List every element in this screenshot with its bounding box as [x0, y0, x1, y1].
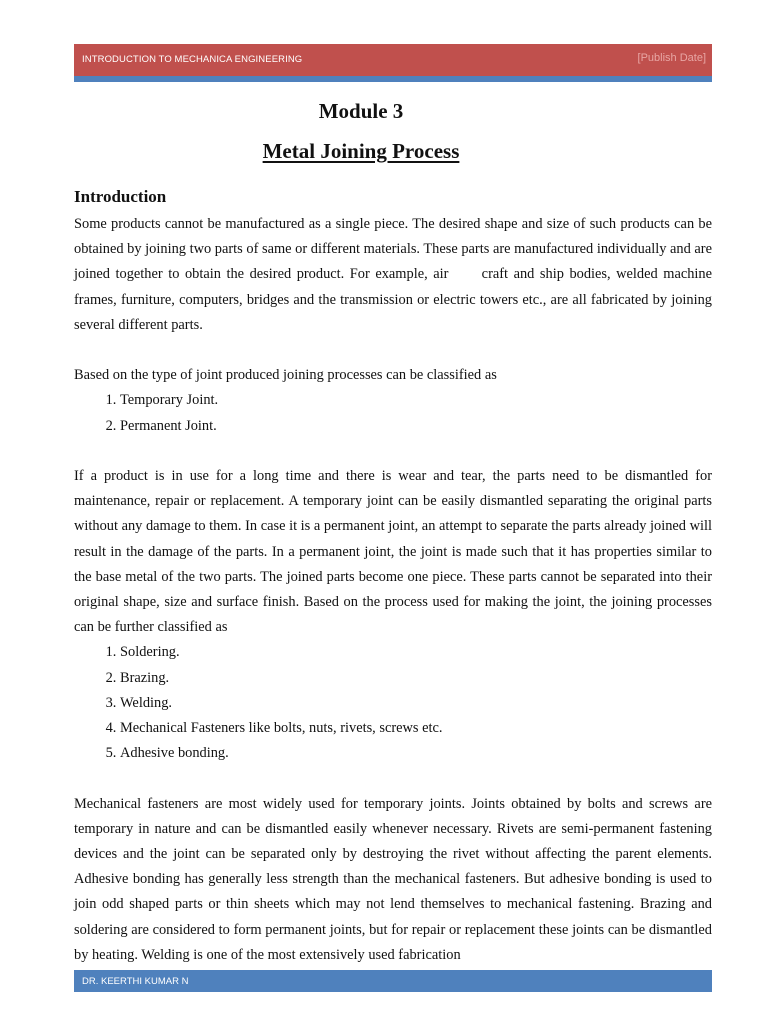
joining-processes-list	[74, 640, 712, 766]
module-title: Module 3	[318, 99, 404, 123]
list-item: 5. Adhesive bonding.	[120, 741, 712, 766]
document-title: Metal Joining Process	[262, 139, 460, 163]
list-item: 2. Brazing.	[120, 666, 712, 691]
list-item: 2. Permanent Joint.	[120, 414, 712, 439]
header-title: INTRODUCTION TO MECHANICA ENGINEERING	[82, 54, 303, 65]
paragraph: Based on the type of joint produced joining processes can be classified as	[74, 367, 497, 384]
footer-author: DR. KEERTHI KUMAR N	[82, 976, 189, 987]
list-item: 3. Welding.	[120, 691, 712, 716]
document-body	[74, 212, 712, 968]
list-item: 4. Mechanical Fasteners like bolts, nuts, rivets, screws etc.	[120, 716, 712, 741]
section-heading: Introduction	[74, 187, 167, 206]
page-header	[74, 44, 712, 76]
publish-date-placeholder: [Publish Date]	[637, 52, 706, 64]
header-stripe	[74, 76, 712, 82]
page-footer	[74, 970, 712, 992]
joint-types-list	[74, 388, 712, 438]
paragraph: If a product is in use for a long time and there is wear and tear, the parts need to be dismantled for maintenance, repair or replacement. A temporary joint can be easily dismantled separating the original parts without any damage to them. In case it is a permanent joint, an attempt to separate the parts already joined will result in the damage of the parts. In a permanent joint, the joint is made such that it has properties similar to the base metal of the two parts. The joined parts become one piece. These parts cannot be separated into their original shape, size and surface finish. Based on the process used for making the joint, the joining processes can be further classified as	[74, 468, 712, 636]
paragraph: Mechanical fasteners are most widely used for temporary joints. Joints obtained by bolts and screws are temporary in nature and can be dismantled easily whenever necessary. Rivets are semi-permanent fastening devices and the joint can be separated only by destroying the rivet without affecting the parent elements. Adhesive bonding has generally less strength than the mechanical fasteners. But adhesive bonding is used to join odd shaped parts or thin sheets which may not lend themselves to mechanical fastening. Brazing and soldering are considered to form permanent joints, but for repair or replacement these joints can be dismantled by heating. Welding is one of the most extensively used fabrication	[74, 795, 712, 963]
list-item: 1. Temporary Joint.	[120, 388, 712, 413]
paragraph: Some products cannot be manufactured as a single piece. The desired shape and size of such products can be obtained by joining two parts of same or different materials. These parts are manufactured individually and are joined together to obtain the desired product. For example, air craft and ship bodies, welded machine frames, furniture, computers, bridges and the transmission or electric towers etc., are all fabricated by joining several different parts.	[74, 216, 712, 333]
list-item: 1. Soldering.	[120, 640, 712, 665]
